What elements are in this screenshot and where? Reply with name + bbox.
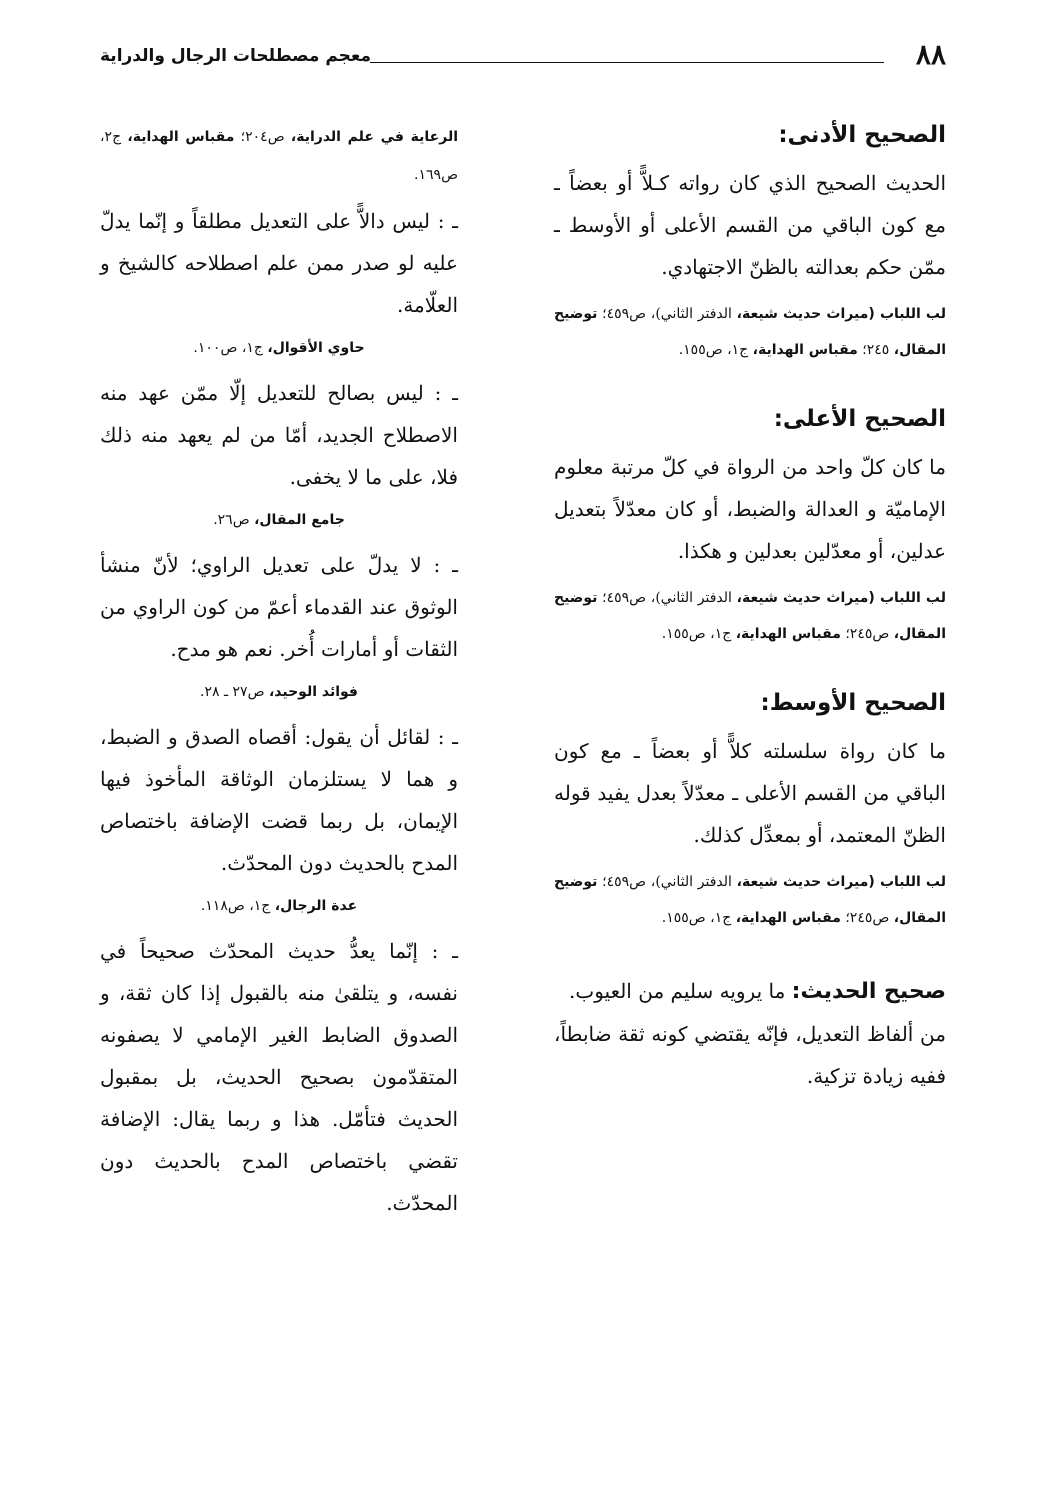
entry: [100, 716, 458, 924]
entry-text: ـ : لقائل أن يقول: أقصاه الصدق و الضبط، و هما لا يستلزمان الوثاقة المأخوذ فيها الإيمان، بل ربما قضت الإضافة باختصاص المدح بالحديث دون المحدّث.: [100, 725, 458, 875]
entry-reference: حاوي الأقوال، ج١، ص١٠٠.: [193, 340, 365, 356]
entry-reference: عدة الرجال، ج١، ص١١٨.: [200, 898, 358, 914]
section-aala: [554, 402, 946, 652]
section-body: من ألفاظ التعديل، فإنّه يقتضي كونه ثقة ضابطاً، ففيه زيادة تزكية.: [554, 1022, 946, 1088]
entry-reference: جامع المقال، ص٢٦.: [213, 512, 345, 528]
left-column: [100, 118, 458, 1228]
entry: [100, 372, 458, 538]
entry-text: ـ : لا يدلّ على تعديل الراوي؛ لأنّ منشأ الوثوق عند القدماء أعمّ من كون الراوي من الثقات أو أمارات أُخر. نعم هو مدح.: [100, 553, 458, 661]
hadith-definition: صحيح الحديث: ما يرويه سليم من العيوب.: [569, 979, 946, 1004]
section-reference: لب اللباب (ميراث حديث شيعة، الدفتر الثاني)، ص٤٥٩؛ توضيح المقال، ص٢٤٥؛ مقباس الهداية، ج١، ص١٥٥.: [554, 590, 946, 642]
entry: [100, 544, 458, 710]
section-body: ما كان كلّ واحد من الرواة في كلّ مرتبة معلوم الإماميّة و العدالة والضبط، أو كان معدّلاً بتعديل عدلين، أو معدّلين بعدلين و هكذا.: [554, 455, 946, 563]
entry-text: ـ : ليس بصالح للتعديل إلّا ممّن عهد منه الاصطلاح الجديد، أمّا من لم يعهد منه ذلك فلا، على ما لا يخفى.: [100, 381, 458, 489]
section-body: ما كان رواة سلسلته كلاًّ أو بعضاً ـ مع كون الباقي من القسم الأعلى ـ معدّلاً بعدل يفيد قوله الظنّ المعتمد، أو بمعدِّل كذلك.: [554, 739, 946, 847]
entry-text: ـ : ليس دالاًّ على التعديل مطلقاً و إنّما يدلّ عليه لو صدر ممن علم اصطلاحه كالشيخ و العلّامة.: [100, 209, 458, 317]
entry: [100, 200, 458, 366]
section-reference: لب اللباب (ميراث حديث شيعة، الدفتر الثاني)، ص٤٥٩؛ توضيح المقال، ص٢٤٥؛ مقباس الهداية، ج١، ص١٥٥.: [554, 874, 946, 926]
continued-reference: الرعاية في علم الدراية، ص٢٠٤؛ مقباس الهداية، ج٢، ص١٦٩.: [100, 129, 458, 183]
section-title: صحيح الحديث:: [791, 979, 946, 1004]
entry: [100, 930, 458, 1224]
header-rule: [370, 62, 884, 63]
entry-text: ـ : إنّما يعدُّ حديث المحدّث صحيحاً في نفسه، و يتلقىٰ منه بالقبول إذا كان ثقة، و الصدوق الضابط الغير الإمامي لا يصفونه المتقدّمون بصحيح الحديث، بل بمقبول الحديث فتأمّل. هذا و ربما يقال: الإضافة تقضي باختصاص المدح بالحديث دون المحدّث.: [100, 939, 458, 1215]
running-title: معجم مصطلحات الرجال والدراية: [100, 46, 372, 66]
section-adna: [554, 118, 946, 368]
right-column: [554, 118, 946, 1097]
section-title: الصحيح الأدنى:: [778, 122, 946, 148]
page-header: [100, 38, 946, 76]
page-number: ٨٨: [915, 38, 946, 71]
section-awsat: [554, 686, 946, 936]
section-title: الصحيح الأعلى:: [773, 406, 946, 432]
section-sahih-hadith: [554, 970, 946, 1097]
entry-reference: فوائد الوحيد، ص٢٧ ـ ٢٨.: [200, 684, 358, 700]
section-title: الصحيح الأوسط:: [760, 690, 946, 716]
section-reference: لب اللباب (ميراث حديث شيعة، الدفتر الثاني)، ص٤٥٩؛ توضيح المقال، ٢٤٥؛ مقباس الهداية، ج١، ص١٥٥.: [554, 306, 946, 358]
section-body: الحديث الصحيح الذي كان رواته كـلاًّ أو بعضاً ـ مع كون الباقي من القسم الأعلى أو الأوسط ـ ممّن حكم بعدالته بالظنّ الاجتهادي.: [554, 171, 946, 279]
